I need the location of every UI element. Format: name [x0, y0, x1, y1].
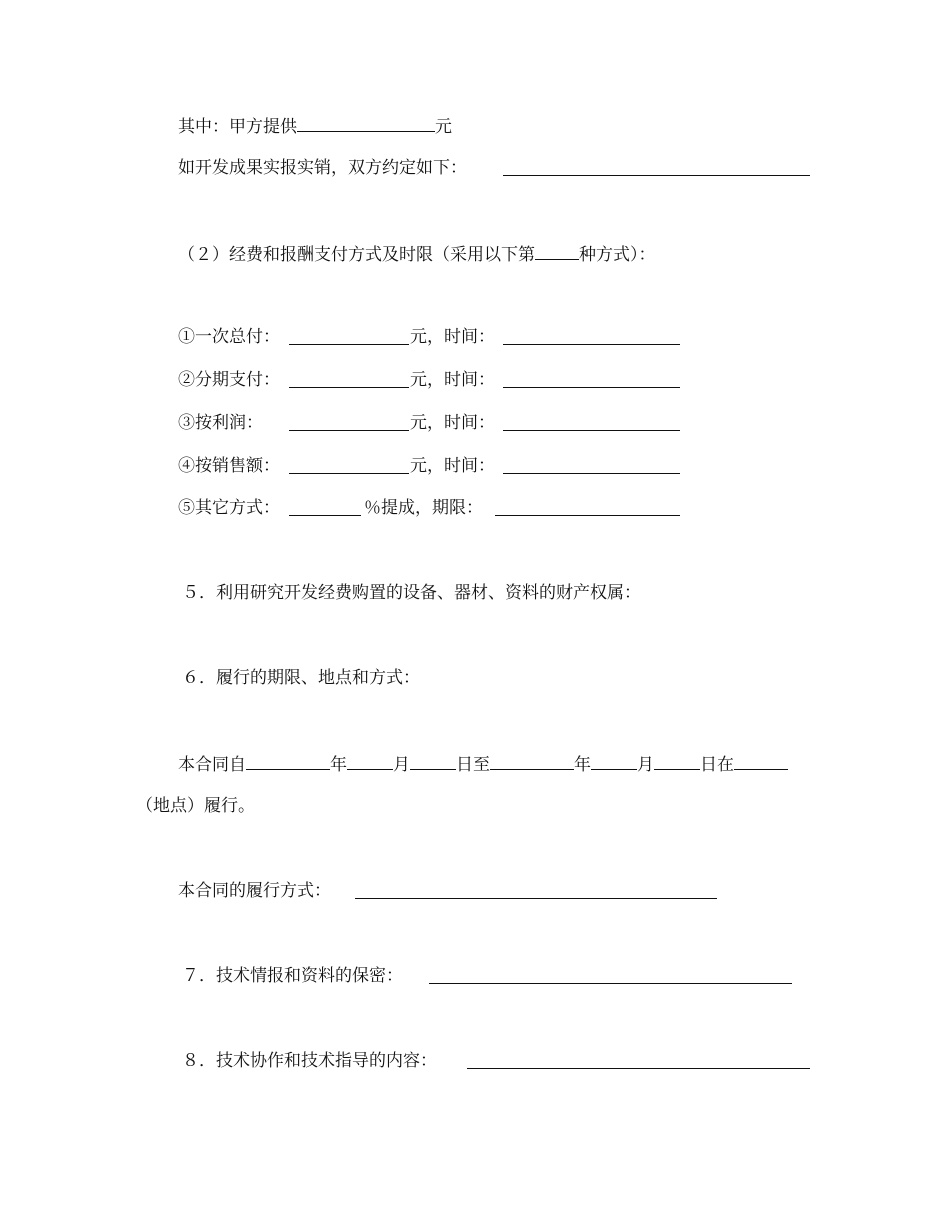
- section-7-heading: [182, 964, 403, 988]
- option-period-label: [364, 496, 483, 520]
- option-sales: [178, 454, 280, 478]
- method-number-blank[interactable]: [535, 241, 579, 260]
- time-blank[interactable]: [503, 369, 680, 388]
- period-label: ％提成，期限：: [364, 498, 483, 518]
- option-time-label: [410, 454, 495, 478]
- unit: 元: [435, 117, 452, 137]
- option-other: [178, 496, 280, 520]
- reimbursement-blank[interactable]: [503, 157, 810, 176]
- section-5-heading: [182, 581, 641, 605]
- end-month-blank[interactable]: [591, 751, 637, 770]
- option-lump-sum: [178, 325, 280, 349]
- section-8-heading: [182, 1049, 437, 1073]
- start-day-blank[interactable]: [410, 751, 456, 770]
- year-label: 年: [330, 755, 347, 775]
- amount-blank[interactable]: [289, 326, 409, 345]
- day-to-label: 日至: [456, 755, 490, 775]
- section-6-heading: [182, 666, 420, 690]
- place-line: [136, 794, 255, 818]
- end-year-blank[interactable]: [490, 751, 574, 770]
- label: 如开发成果实报实销，双方约定如下：: [178, 158, 467, 178]
- label: 其中：甲方提供: [178, 117, 297, 137]
- label: （２）经费和报酬支付方式及时限（采用以下第: [178, 245, 535, 265]
- reimbursement-line: [178, 156, 467, 180]
- end-day-blank[interactable]: [654, 751, 700, 770]
- option-installment: [178, 368, 280, 392]
- time-label: 元，时间：: [410, 413, 495, 433]
- option-profit: [178, 411, 263, 435]
- confidentiality-blank[interactable]: [429, 965, 792, 984]
- heading-text: ８．技术协作和技术指导的内容：: [182, 1051, 437, 1071]
- funding-line: [178, 113, 452, 139]
- year-label: 年: [574, 755, 591, 775]
- amount-blank[interactable]: [289, 369, 409, 388]
- heading-text: ７．技术情报和资料的保密：: [182, 966, 403, 986]
- performance-way-blank[interactable]: [355, 880, 717, 899]
- amount-blank[interactable]: [297, 113, 435, 132]
- heading-text: ６．履行的期限、地点和方式：: [182, 668, 420, 688]
- period-blank[interactable]: [495, 497, 680, 516]
- option-time-label: [410, 411, 495, 435]
- time-blank[interactable]: [503, 412, 680, 431]
- time-label: 元，时间：: [410, 370, 495, 390]
- time-blank[interactable]: [503, 455, 680, 474]
- heading-text: ５．利用研究开发经费购置的设备、器材、资料的财产权属：: [182, 583, 641, 603]
- percent-blank[interactable]: [289, 497, 361, 516]
- term-prefix: 本合同自: [178, 755, 246, 775]
- month-label: 月: [393, 755, 410, 775]
- place-text: （地点）履行。: [136, 796, 255, 816]
- option-label: ③按利润：: [178, 413, 263, 433]
- option-label: ②分期支付：: [178, 370, 280, 390]
- amount-blank[interactable]: [289, 412, 409, 431]
- amount-blank[interactable]: [289, 455, 409, 474]
- start-month-blank[interactable]: [347, 751, 393, 770]
- option-time-label: [410, 325, 495, 349]
- label: 本合同的履行方式：: [178, 881, 331, 901]
- payment-method-heading: [178, 241, 656, 267]
- option-label: ①一次总付：: [178, 327, 280, 347]
- time-label: 元，时间：: [410, 327, 495, 347]
- option-label: ④按销售额：: [178, 456, 280, 476]
- cooperation-blank[interactable]: [467, 1050, 810, 1069]
- day-at-label: 日在: [700, 755, 734, 775]
- term-line: [178, 751, 788, 777]
- option-label: ⑤其它方式：: [178, 498, 280, 518]
- start-year-blank[interactable]: [246, 751, 330, 770]
- label-end: 种方式）：: [579, 245, 656, 265]
- performance-way-line: [178, 879, 331, 903]
- time-label: 元，时间：: [410, 456, 495, 476]
- place-blank[interactable]: [734, 751, 788, 770]
- option-time-label: [410, 368, 495, 392]
- time-blank[interactable]: [503, 326, 680, 345]
- month-label: 月: [637, 755, 654, 775]
